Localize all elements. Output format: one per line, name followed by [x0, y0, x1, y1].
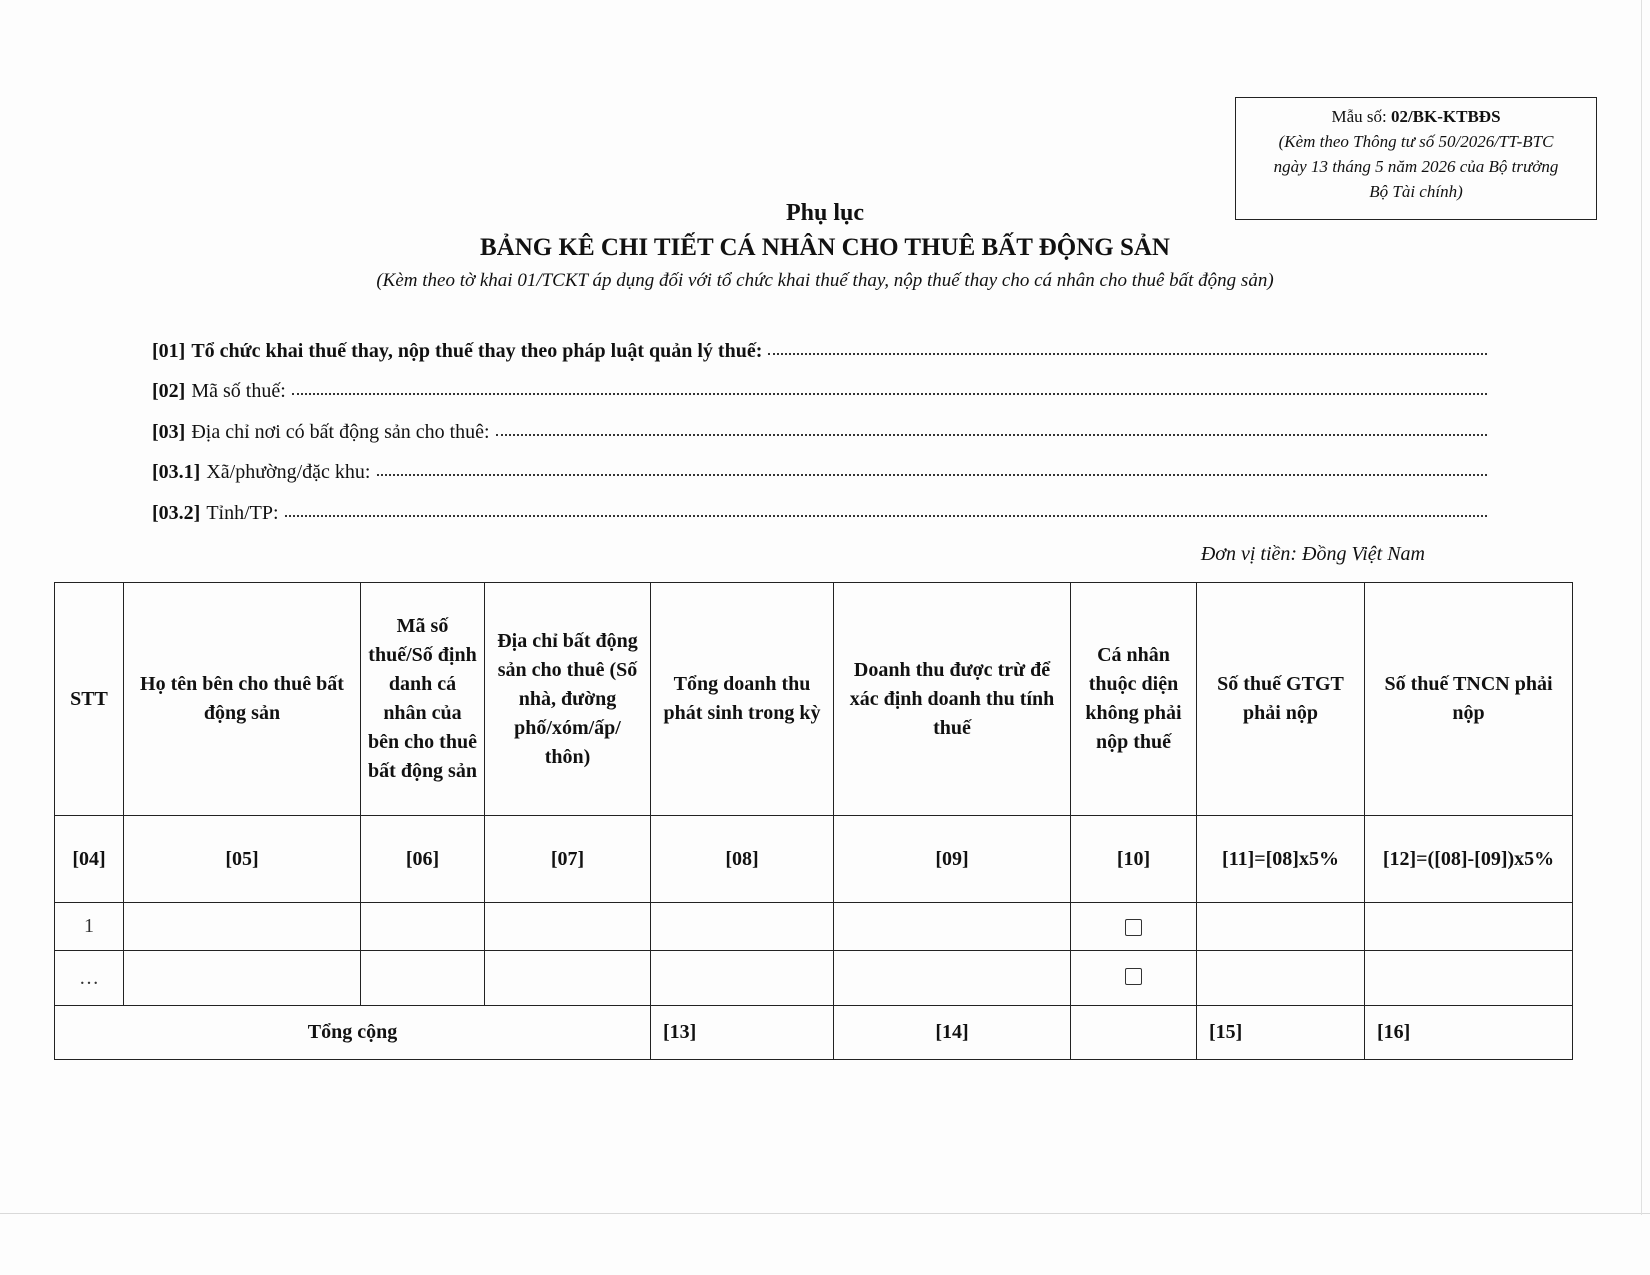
field-code: [03.1] — [152, 461, 201, 483]
form-note-line-3: Bộ Tài chính) — [1369, 182, 1463, 201]
table-row — [55, 951, 1573, 1006]
code-cell: [04] — [55, 816, 124, 903]
form-number: 02/BK-KTBĐS — [1390, 107, 1501, 126]
header-total-revenue: Tổng doanh thu phát sinh trong kỳ — [651, 583, 834, 816]
form-number-label: Mẫu số: — [1331, 107, 1391, 126]
code-cell: [11]=[08]x5% — [1197, 816, 1365, 903]
total-label: Tổng cộng — [55, 1006, 651, 1060]
total-revenue-cell[interactable] — [651, 903, 834, 951]
row-stt: … — [55, 951, 124, 1006]
field-code: [02] — [152, 380, 186, 402]
code-cell: [05] — [124, 816, 361, 903]
address-cell[interactable] — [485, 903, 651, 951]
page-subtitle: (Kèm theo tờ khai 01/TCKT áp dụng đối với tổ chức khai thuế thay, nộp thuế thay cho cá nhân cho thuê bất động sản) — [376, 270, 1274, 291]
field-commune[interactable] — [152, 461, 1487, 484]
appendix-heading: Phụ lục — [785, 200, 865, 226]
code-cell: [12]=([08]-[09])x5% — [1365, 816, 1573, 903]
vat-cell[interactable] — [1197, 903, 1365, 951]
code-cell: [10] — [1071, 816, 1197, 903]
field-code: [01] — [152, 340, 186, 362]
field-label: Tỉnh/TP: — [206, 502, 279, 524]
field-blank-line[interactable] — [496, 434, 1487, 436]
form-note-line-2: ngày 13 tháng 5 năm 2026 của Bộ trưởng — [1273, 157, 1559, 176]
address-cell[interactable] — [485, 951, 651, 1006]
field-organization[interactable] — [152, 340, 1487, 363]
total-vat-code: [15] — [1197, 1006, 1365, 1060]
header-lessor-name: Họ tên bên cho thuê bất động sản — [124, 583, 361, 816]
code-cell: [08] — [651, 816, 834, 903]
vat-cell[interactable] — [1197, 951, 1365, 1006]
row-stt: 1 — [55, 903, 124, 951]
header-pit-payable: Số thuế TNCN phải nộp — [1365, 583, 1573, 816]
total-revenue-code: [13] — [651, 1006, 834, 1060]
field-code: [03.2] — [152, 502, 201, 524]
code-cell: [09] — [834, 816, 1071, 903]
total-pit-code: [16] — [1365, 1006, 1573, 1060]
deductible-revenue-cell[interactable] — [834, 951, 1071, 1006]
field-label: Xã/phường/đặc khu: — [206, 461, 371, 483]
tax-id-cell[interactable] — [361, 903, 485, 951]
header-vat-payable: Số thuế GTGT phải nộp — [1197, 583, 1365, 816]
tax-exempt-checkbox[interactable] — [1125, 919, 1142, 936]
field-blank-line[interactable] — [292, 393, 1487, 395]
field-property-address[interactable] — [152, 421, 1487, 444]
total-row — [55, 1006, 1573, 1060]
table-code-row — [55, 816, 1573, 903]
tax-exempt-checkbox[interactable] — [1125, 968, 1142, 985]
form-number-line — [1236, 104, 1596, 129]
currency-unit: Đơn vị tiền: Đồng Việt Nam — [1200, 543, 1425, 565]
table-header-row — [55, 583, 1573, 816]
tax-exempt-cell — [1071, 951, 1197, 1006]
tax-id-cell[interactable] — [361, 951, 485, 1006]
field-label: Mã số thuế: — [191, 380, 286, 402]
page-edge-line-right — [1641, 0, 1642, 1215]
pit-cell[interactable] — [1365, 903, 1573, 951]
total-deductible-code: [14] — [834, 1006, 1071, 1060]
header-tax-exempt: Cá nhân thuộc diện không phải nộp thuế — [1071, 583, 1197, 816]
field-blank-line[interactable] — [377, 474, 1488, 476]
lessor-name-cell[interactable] — [124, 903, 361, 951]
rental-detail-table — [54, 582, 1573, 1060]
field-blank-line[interactable] — [285, 515, 1487, 517]
pit-cell[interactable] — [1365, 951, 1573, 1006]
field-label: Địa chỉ nơi có bất động sản cho thuê: — [191, 421, 490, 443]
page-title: BẢNG KÊ CHI TIẾT CÁ NHÂN CHO THUÊ BẤT ĐỘNG SẢN — [480, 234, 1170, 261]
field-blank-line[interactable] — [768, 353, 1487, 355]
header-deductible-revenue: Doanh thu được trừ để xác định doanh thu tính thuế — [834, 583, 1071, 816]
field-label: Tổ chức khai thuế thay, nộp thuế thay theo pháp luật quản lý thuế: — [191, 340, 763, 362]
tax-exempt-cell — [1071, 903, 1197, 951]
header-tax-id: Mã số thuế/Số định danh cá nhân của bên cho thuê bất động sản — [361, 583, 485, 816]
code-cell: [07] — [485, 816, 651, 903]
field-code: [03] — [152, 421, 186, 443]
total-exempt-cell — [1071, 1006, 1197, 1060]
lessor-name-cell[interactable] — [124, 951, 361, 1006]
table-row — [55, 903, 1573, 951]
header-property-address: Địa chỉ bất động sản cho thuê (Số nhà, đường phố/xóm/ấp/ thôn) — [485, 583, 651, 816]
field-tax-code[interactable] — [152, 380, 1487, 403]
field-province[interactable] — [152, 502, 1487, 525]
form-note-line-1: (Kèm theo Thông tư số 50/2026/TT-BTC — [1278, 132, 1554, 151]
page-edge-line — [0, 1213, 1650, 1214]
total-revenue-cell[interactable] — [651, 951, 834, 1006]
code-cell: [06] — [361, 816, 485, 903]
header-stt: STT — [55, 583, 124, 816]
deductible-revenue-cell[interactable] — [834, 903, 1071, 951]
